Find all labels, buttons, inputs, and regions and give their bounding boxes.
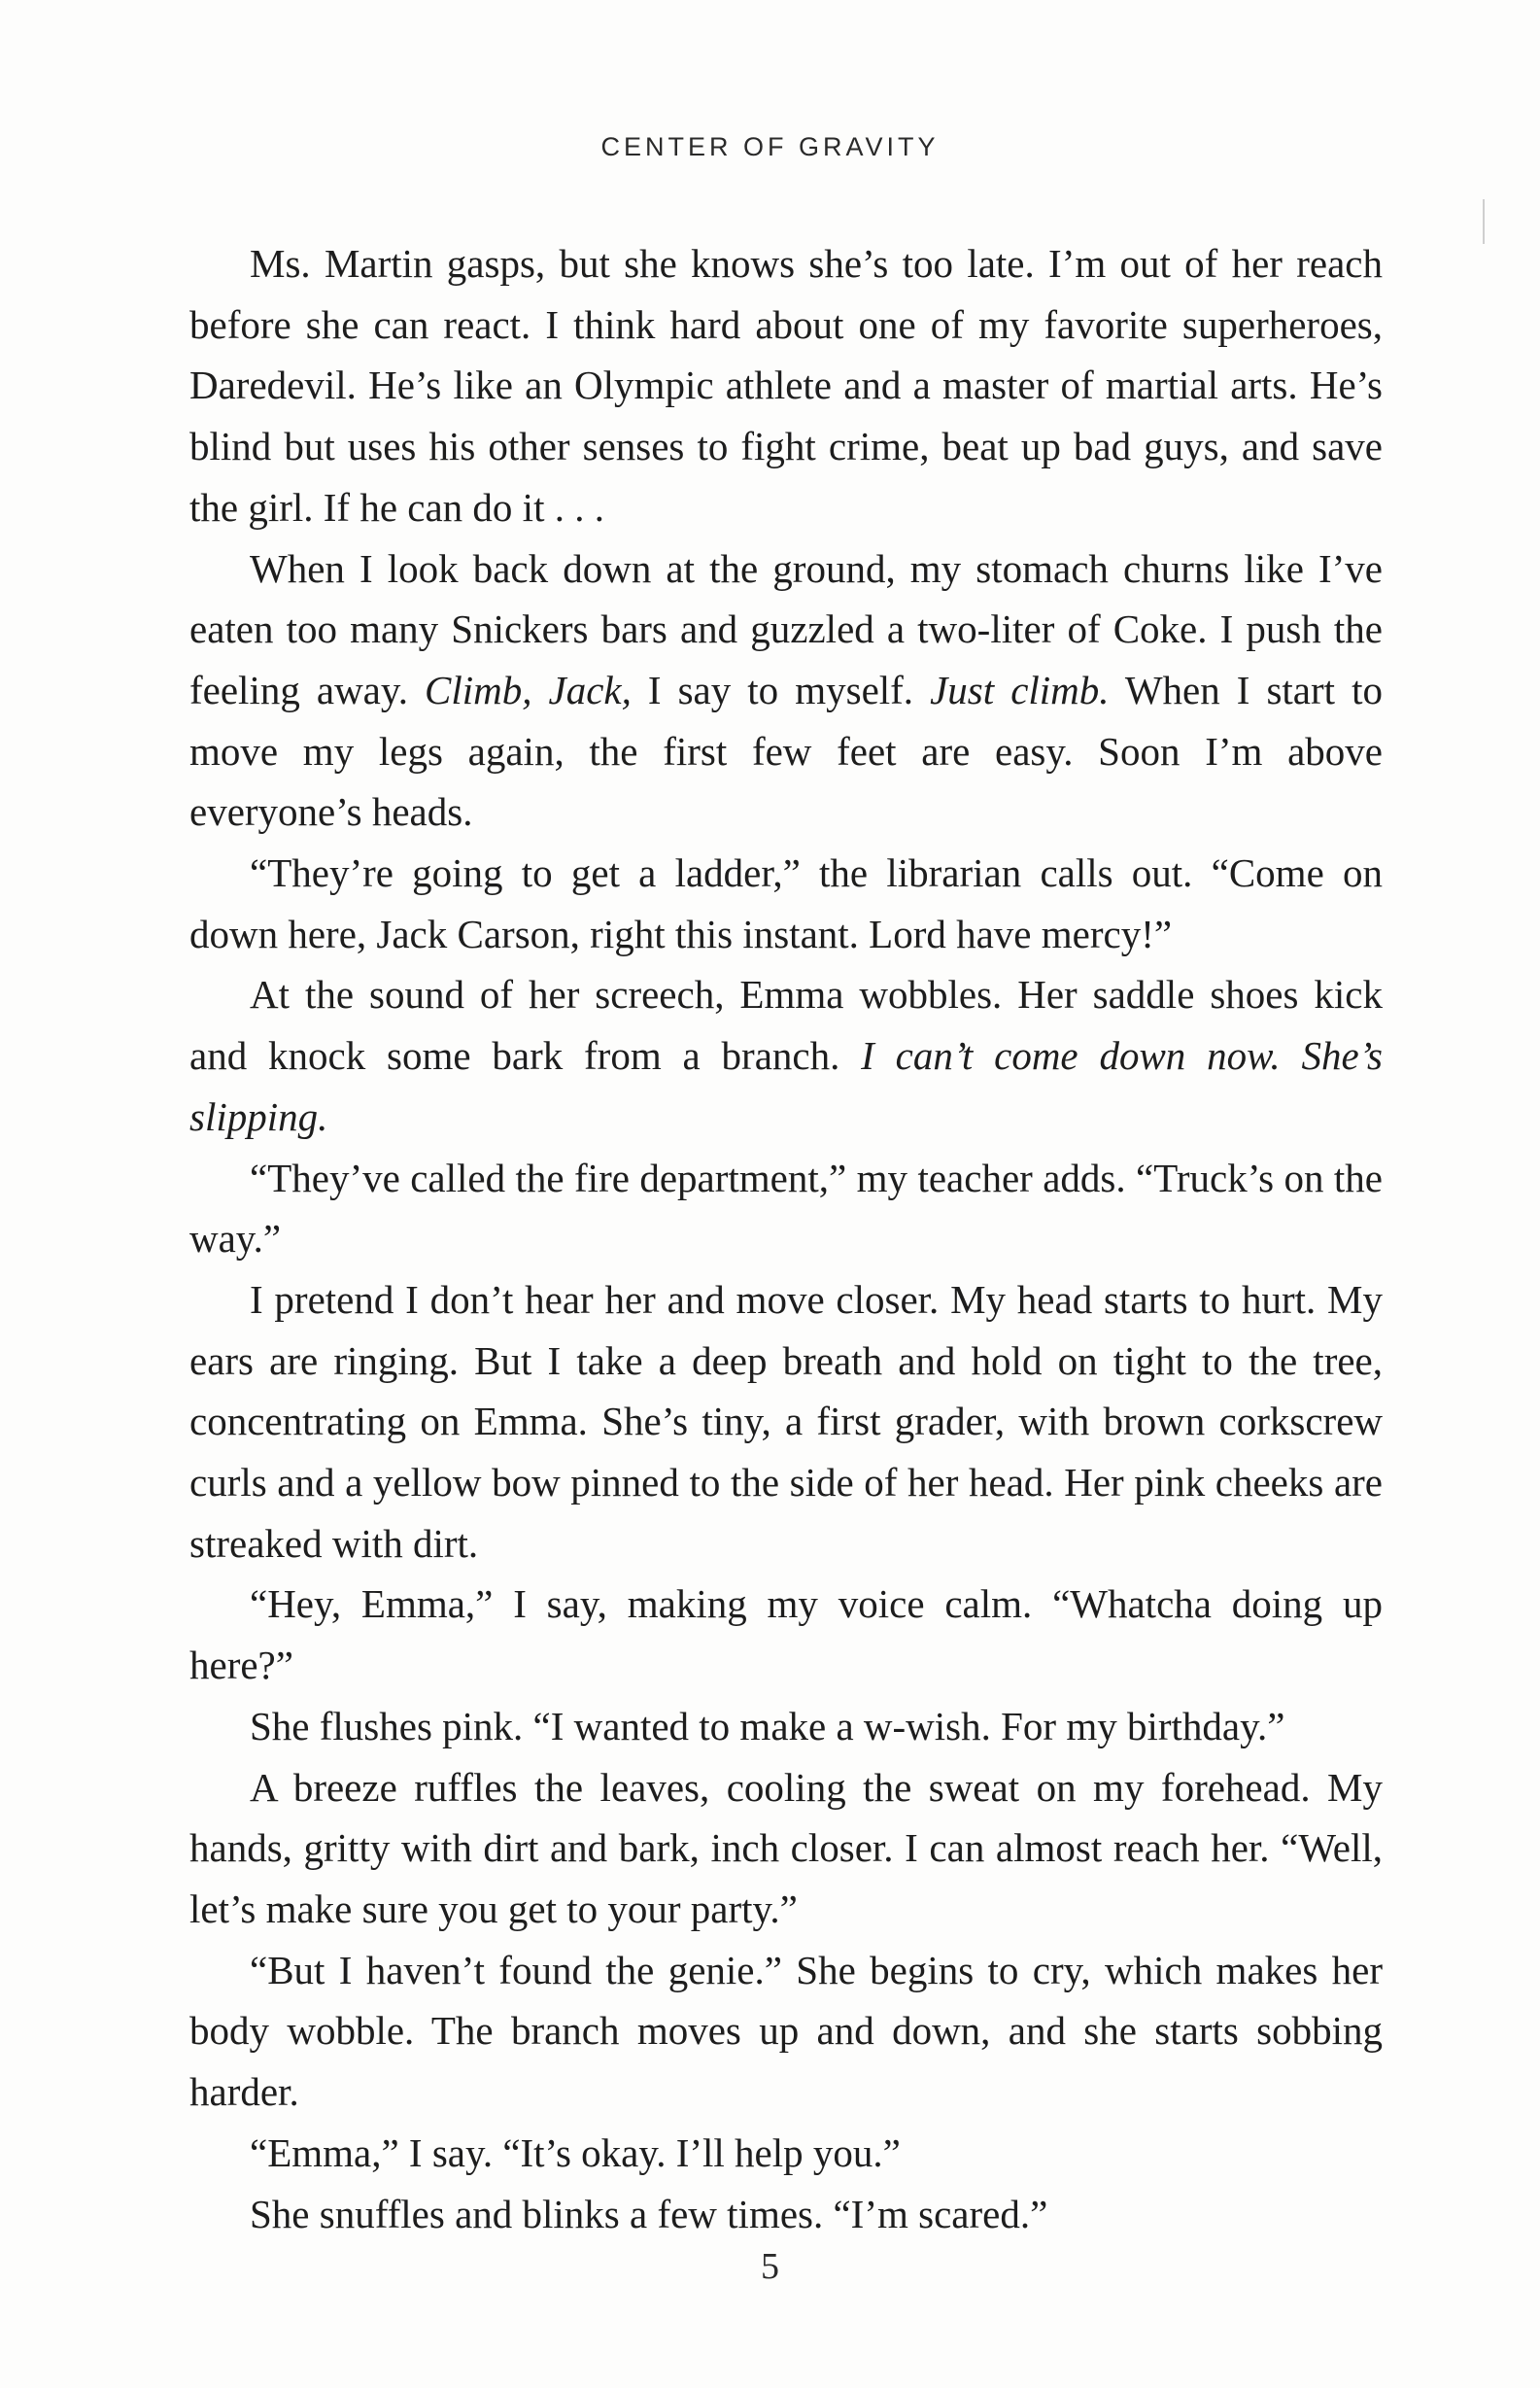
text-run: Ms. Martin gasps, but she knows she’s too late. I’m out of her reach before she can react. I think hard about one of my favorite superheroes, Daredevil. He’s like an Olympic athlete and a master of martial arts. He’s blind but uses his other senses to fight crime, beat up bad guys, and save the girl. If he can do it . . .: [189, 241, 1383, 530]
text-run: “They’ve called the fire department,” my teacher adds. “Truck’s on the way.”: [189, 1155, 1383, 1262]
paragraph: [189, 1696, 1383, 1757]
paragraph: [189, 2123, 1383, 2184]
paragraph: [189, 1757, 1383, 1940]
paragraph: [189, 233, 1383, 538]
italic-run: I can’t come down now. She’s slipping.: [189, 1033, 1383, 1139]
text-run: She flushes pink. “I wanted to make a w-wish. For my birthday.”: [250, 1703, 1285, 1748]
text-run: “Hey, Emma,” I say, making my voice calm. “Whatcha doing up here?”: [189, 1581, 1383, 1688]
italic-run: Just climb.: [930, 667, 1110, 712]
text-run: “But I haven’t found the genie.” She begins to cry, which makes her body wobble. The branch moves up and down, and she starts sobbing harder.: [189, 1947, 1383, 2115]
text-run: “They’re going to get a ladder,” the librarian calls out. “Come on down here, Jack Carson, right this instant. Lord have mercy!”: [189, 850, 1383, 956]
body-text: [189, 233, 1383, 2244]
paragraph: [189, 1269, 1383, 1575]
text-run: At the sound of her screech, Emma wobbles. Her saddle shoes kick and knock some bark from a branch.: [189, 972, 1383, 1079]
paragraph: [189, 1940, 1383, 2123]
text-run: When I start to move my legs again, the first few feet are easy. Soon I’m above everyone’s heads.: [189, 667, 1383, 835]
page-number: 5: [761, 2246, 779, 2287]
paragraph: [189, 538, 1383, 844]
text-run: A breeze ruffles the leaves, cooling the sweat on my forehead. My hands, gritty with dirt and bark, inch closer. I can almost reach her. “Well, let’s make sure you get to your party.”: [189, 1764, 1383, 1931]
text-run: I pretend I don’t hear her and move closer. My head starts to hurt. My ears are ringing. But I take a deep breath and hold on tight to the tree, concentrating on Emma. She’s tiny, a first grader, with brown corkscrew curls and a yellow bow pinned to the side of her head. Her pink cheeks are streaked with dirt.: [189, 1276, 1383, 1566]
text-run: When I look back down at the ground, my stomach churns like I’ve eaten too many Snickers bars and guzzled a two-liter of Coke. I push the feeling away.: [189, 545, 1383, 712]
text-run: I say to myself.: [631, 667, 931, 712]
text-run: She snuffles and blinks a few times. “I’m scared.”: [250, 2191, 1048, 2236]
paragraph: [189, 964, 1383, 1147]
paragraph: [189, 2184, 1383, 2245]
paragraph: [189, 1574, 1383, 1695]
paragraph: [189, 843, 1383, 964]
text-run: “Emma,” I say. “It’s okay. I’ll help you.”: [250, 2129, 901, 2175]
scan-mark: [1483, 199, 1485, 244]
running-head: CENTER OF GRAVITY: [600, 132, 940, 161]
italic-run: Climb, Jack,: [425, 667, 632, 712]
paragraph: [189, 1148, 1383, 1269]
